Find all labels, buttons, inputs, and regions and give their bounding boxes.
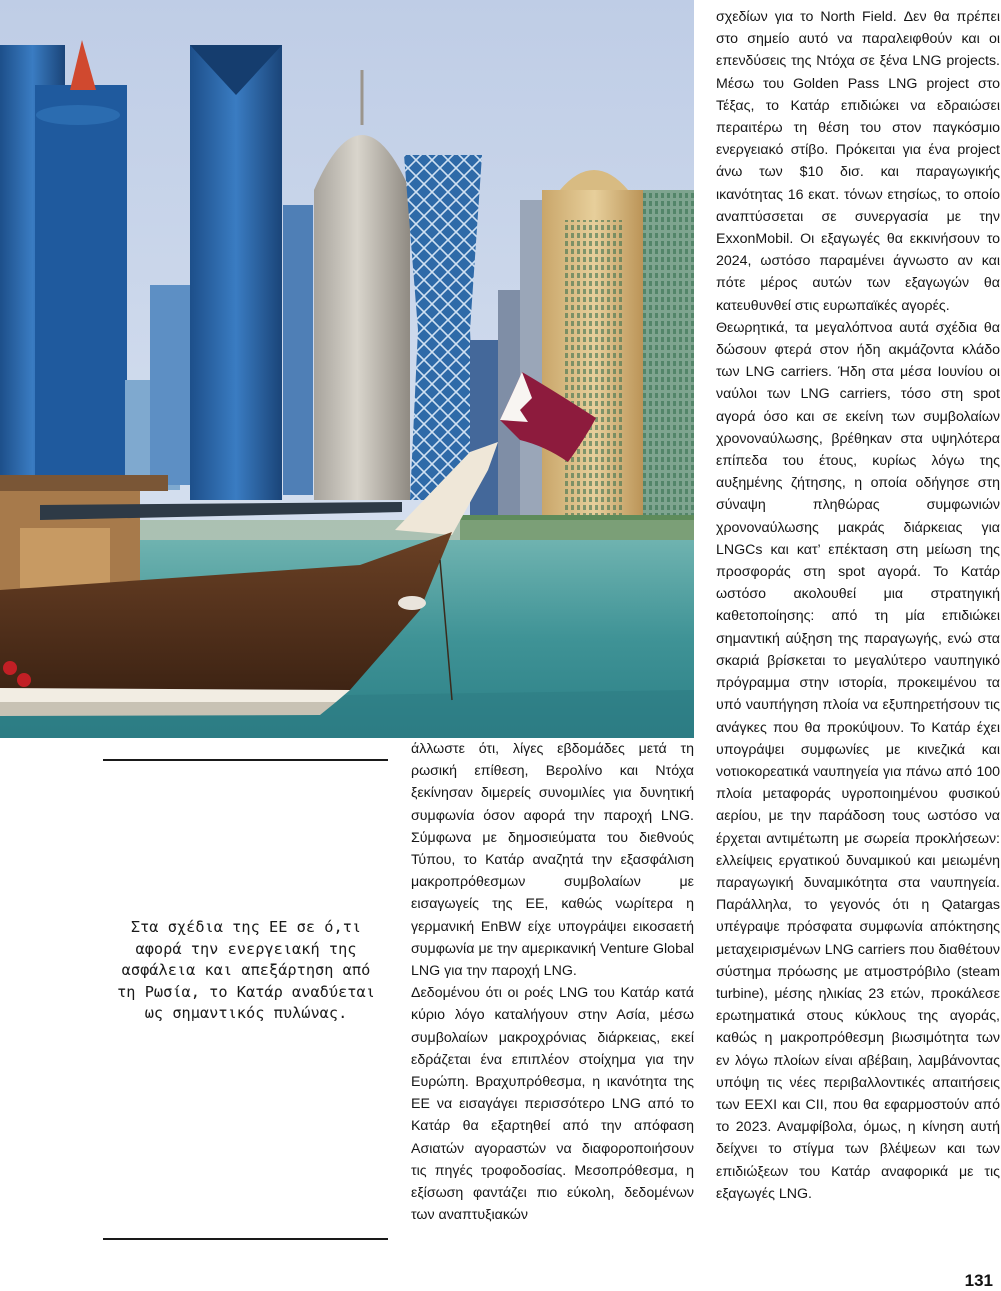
paragraph: άλλωστε ότι, λίγες εβδομάδες μετά τη ρωσική επίθεση, Βερολίνο και Ντόχα ξεκίνησαν διμερείς συνομιλίες για δυνητική συμφωνία όσον αφορά την παροχή LNG. Σύμφωνα με δημοσιεύματα του διεθνούς Τύπου, το Κατάρ αναζητά την εξασφάλιση μακροπρόθεσμων συμβολαίων με εισαγωγείς της ΕΕ, καθώς νωρίτερα η γερμανική EnBW είχε υπογράψει εικοσαετή συμφωνία με την αμερικανική Venture Global LNG για την παροχή LNG. <box>411 741 694 980</box>
doha-skyline-photo <box>0 0 694 738</box>
article-column-middle <box>411 738 694 1226</box>
pull-quote-bottom-rule <box>103 1238 388 1240</box>
pull-quote-top-rule <box>103 759 388 761</box>
article-column-right <box>716 6 1000 1205</box>
page-number: 131 <box>964 1271 993 1290</box>
pull-quote: Στα σχέδια της ΕΕ σε ό,τι αφορά την ενεργειακή της ασφάλεια και απεξάρτηση από τη Ρωσία, το Κατάρ αναδύεται ως σημαντικός πυλώνας. <box>117 918 375 1023</box>
paragraph: σχεδίων για το North Field. Δεν θα πρέπει στο σημείο αυτό να παραλειφθούν και οι επενδύσεις της Ντόχα σε ξένα LNG projects. Μέσω του Golden Pass LNG project στο Τέξας, το Κατάρ επιδιώκει να εδραιώσει περαιτέρω τη θέση του στον παγκόσμιο ενεργειακό στίβο. Πρόκειται για ένα project άνω των $10 δισ. και παραγωγικής ικανότητας 16 εκατ. τόνων ετησίως, το οποίο αναπτύσσεται σε συνεργασία με την ExxonMobil. Οι εξαγωγές θα εκκινήσουν το 2024, ωστόσο παραμένει άγνωστο αν και πότε μέρος αυτών των εξαγωγών θα κατευθυνθεί στις ευρωπαϊκές αγορές. <box>716 9 1000 314</box>
paragraph: Θεωρητικά, τα μεγαλόπνοα αυτά σχέδια θα δώσουν φτερά στον ήδη ακμάζοντα κλάδο των LNG carriers. Ήδη στα μέσα Ιουνίου οι ναύλοι των LNG carriers, τόσο στη spot αγορά όσο και σε εκείνη των συμβολαίων χρονοναύλωσης, βρέθηκαν στα υψηλότερα επίπεδα του έτους, κυρίως λόγω της αυξημένης ζήτησης, η οποία οδήγησε στη σύναψη πληθώρας συμφωνιών χρονοναύλωσης μακράς διάρκειας για LNGCs και κατ’ επέκταση στη μείωση της προσφοράς στη spot αγορά. Το Κατάρ ωστόσο ακολουθεί μια στρατηγική καθετοποίησης: από τη μία επιδιώκει σημαντική αύξηση της παραγωγής, ενώ στα σκαριά βρίσκεται το μεγαλύτερο ναυπηγικό πρόγραμμα στην ιστορία, προκειμένου τα υπό ναυπήγηση πλοία να εξυπηρετήσουν τις ανάγκες που θα προκύψουν. Το Κατάρ έχει υπογράψει συμφωνίες με κινεζικά και νοτιοκορεατικά ναυπηγεία για πάνω από 100 πλοία μεταφοράς υγροποιημένου φυσικού αερίου, με την παράδοση τους ωστόσο να έρχεται αντιμέτωπη με σωρεία προκλήσεων: ελλείψεις εργατικού δυναμικού και μειωμένη παραγωγική δυναμικότητα στα ναυπηγεία. Παράλληλα, το γεγονός ότι η Qatargas υπέγραψε πρόσφατα συμφωνία απόκτησης μεταχειρισμένων LNG carriers που διαθέτουν σύστημα πρόωσης με ατμοστρόβιλο (steam turbine), μέσης ηλικίας 23 ετών, προκάλεσε ερωτηματικά στους κύκλους της αγοράς, καθώς η μακροπρόθεσμη βιωσιμότητα των εν λόγω πλοίων είναι αβέβαιη, λαμβάνοντας υπόψη τις νέες περιβαλλοντικές απαιτήσεις των EEXI και CII, που θα εφαρμοστούν από το 2023. Αναμφίβολα, όμως, η κίνηση αυτή δείχνει το στίγμα των βλέψεων και των επιδιώξεων του Κατάρ αναφορικά με τις εξαγωγές LNG. <box>716 319 1000 1202</box>
paragraph: Δεδομένου ότι οι ροές LNG του Κατάρ κατά κύριο λόγο καταλήγουν στην Ασία, μέσω συμβολαίων μακροχρόνιας διάρκειας, εκεί εδράζεται ένα επιπλέον στοίχημα για την Ευρώπη. Βραχυπρόθεσμα, η ικανότητα της ΕΕ να εισαγάγει περισσότερο LNG από το Κατάρ θα εξαρτηθεί από την απόφαση Ασιατών αγοραστών να διαφοροποιήσουν τις πηγές τροφοδοσίας. Μεσοπρόθεσμα, η εξίσωση φαντάζει πιο εύκολη, δεδομένων των αναπτυξιακών <box>411 985 694 1224</box>
